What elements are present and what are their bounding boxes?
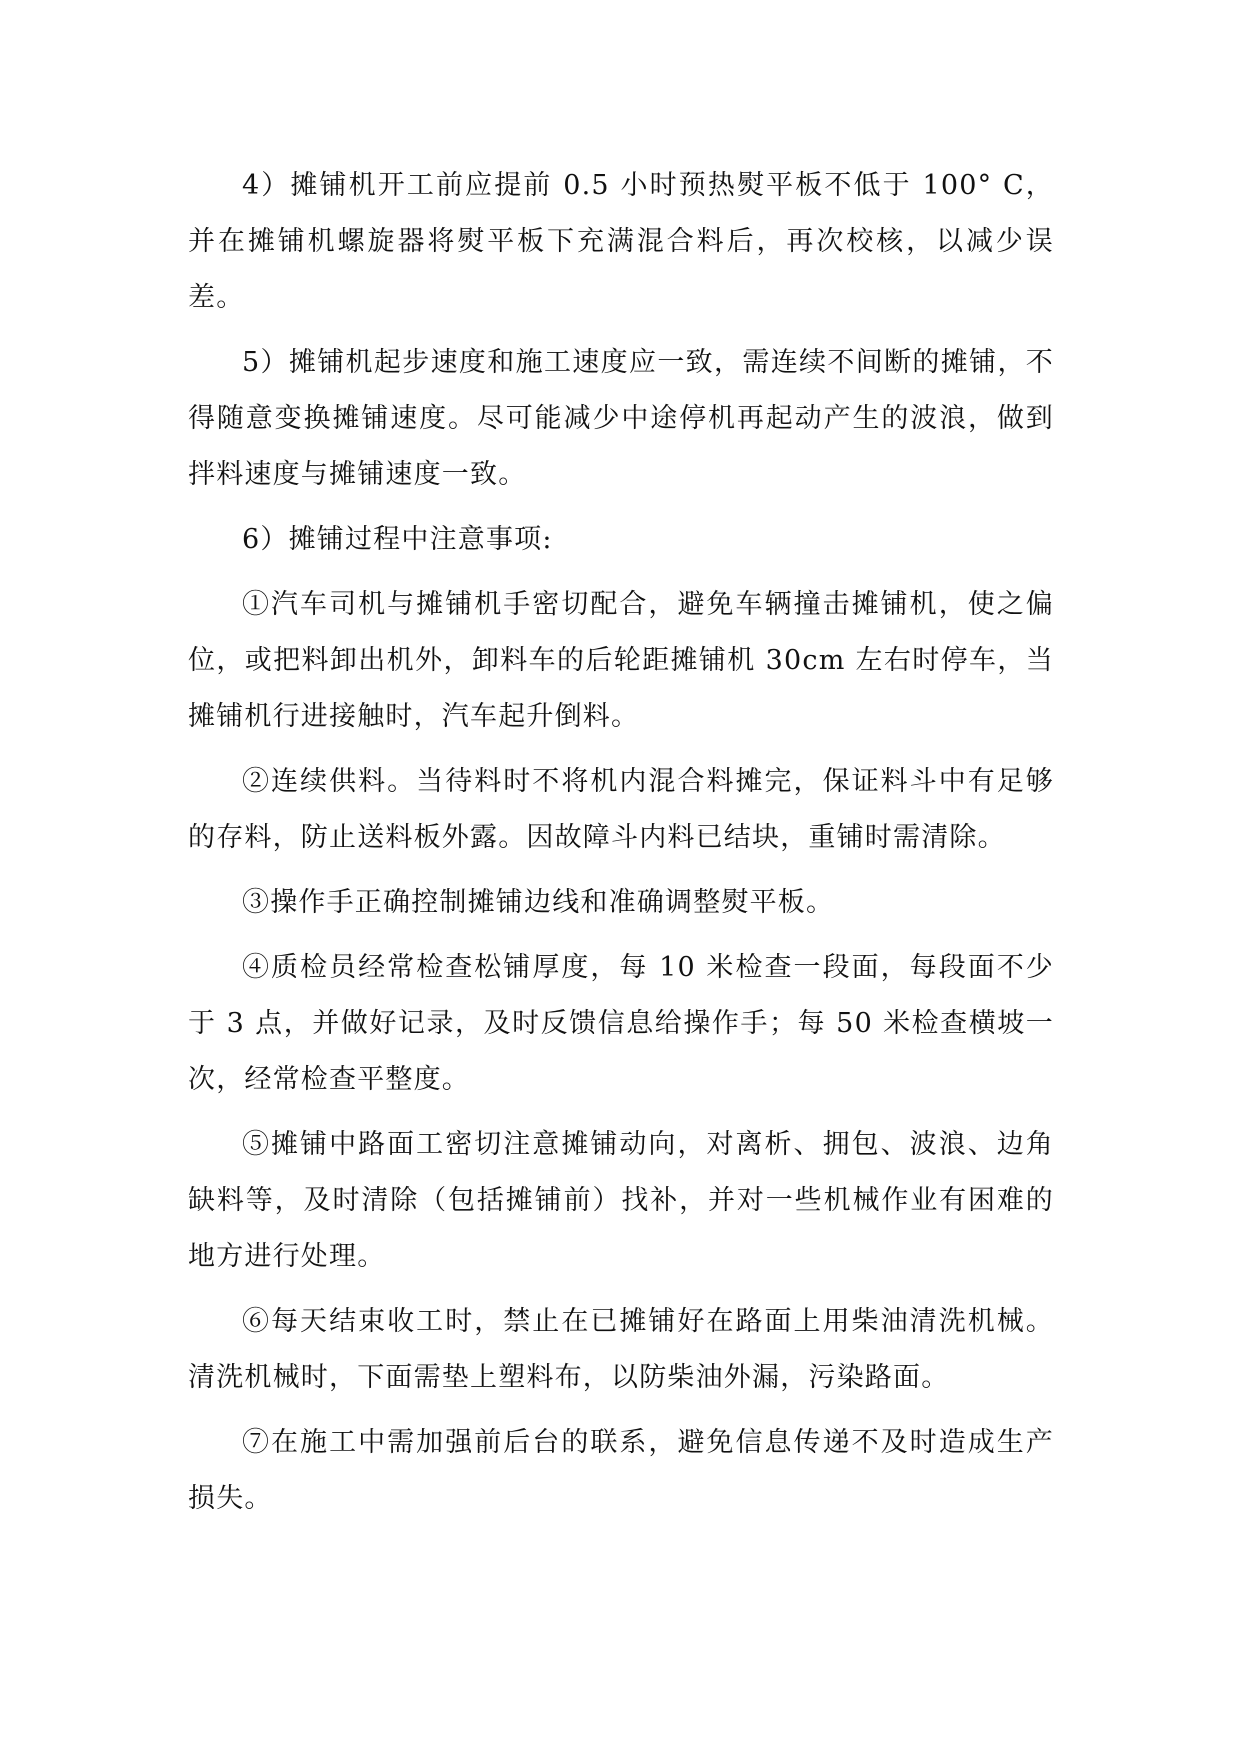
paragraph-note-2: ②连续供料。当待料时不将机内混合料摊完，保证料斗中有足够的存料，防止送料板外露。因故障斗内料已结块，重铺时需清除。: [188, 766, 1054, 853]
paragraph-paver-preheat: 4）摊铺机开工前应提前 0.5 小时预热熨平板不低于 100° C，并在摊铺机螺旋器将熨平板下充满混合料后，再次校核，以减少误差。: [188, 170, 1054, 313]
paragraph-note-4: ④质检员经常检查松铺厚度，每 10 米检查一段面，每段面不少于 3 点，并做好记录，及时反馈信息给操作手；每 50 米检查横坡一次，经常检查平整度。: [188, 952, 1054, 1095]
paragraph-note-7: ⑦在施工中需加强前后台的联系，避免信息传递不及时造成生产损失。: [188, 1427, 1054, 1514]
paragraph-note-5: ⑤摊铺中路面工密切注意摊铺动向，对离析、拥包、波浪、边角缺料等，及时清除（包括摊铺前）找补，并对一些机械作业有困难的地方进行处理。: [188, 1129, 1054, 1272]
paragraph-note-3: ③操作手正确控制摊铺边线和准确调整熨平板。: [242, 887, 835, 918]
paragraph-paving-notes-heading: 6）摊铺过程中注意事项:: [242, 524, 553, 555]
paragraph-paver-speed: 5）摊铺机起步速度和施工速度应一致，需连续不间断的摊铺，不得随意变换摊铺速度。尽可能减少中途停机再起动产生的波浪，做到拌料速度与摊铺速度一致。: [188, 347, 1054, 490]
paragraph-note-1: ①汽车司机与摊铺机手密切配合，避免车辆撞击摊铺机，使之偏位，或把料卸出机外，卸料车的后轮距摊铺机 30cm 左右时停车，当摊铺机行进接触时，汽车起升倒料。: [188, 589, 1054, 732]
document-page: [188, 158, 1054, 1536]
paragraph-note-6: ⑥每天结束收工时，禁止在已摊铺好在路面上用柴油清洗机械。清洗机械时，下面需垫上塑料布，以防柴油外漏，污染路面。: [188, 1306, 1054, 1393]
